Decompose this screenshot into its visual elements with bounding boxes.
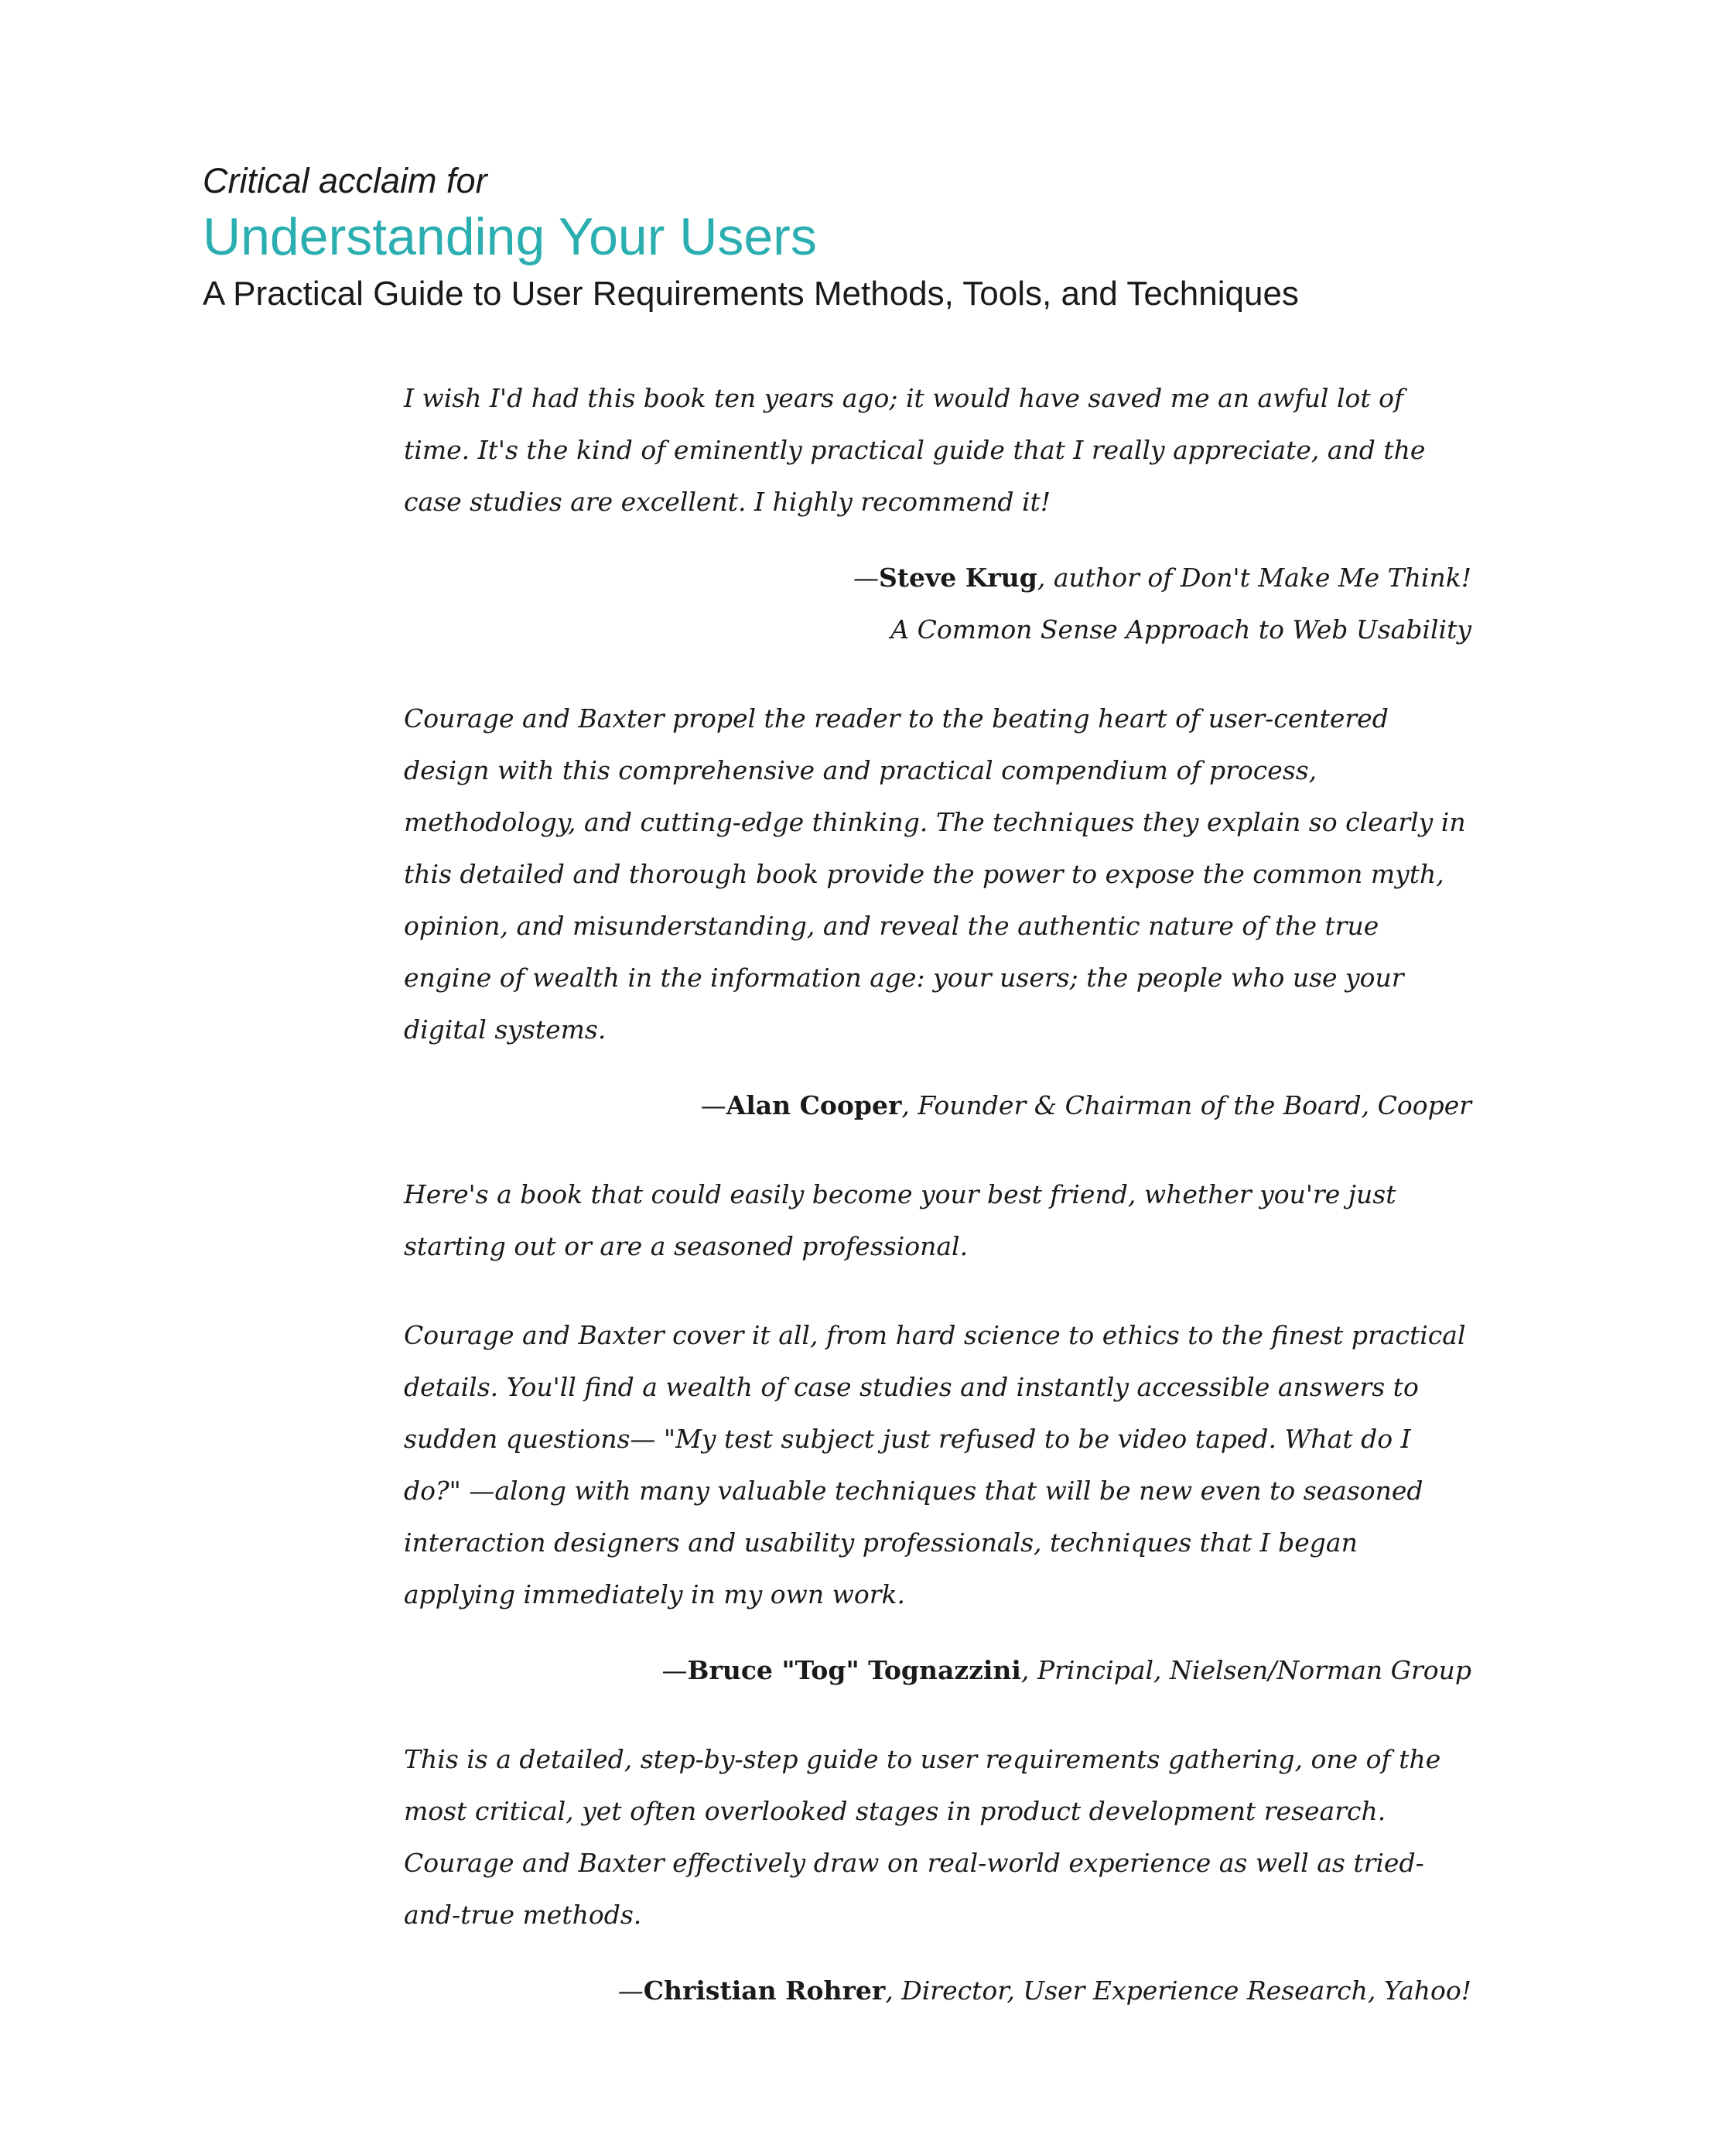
author-role: , Founder & Chairman of the Board, Cooper xyxy=(901,1090,1471,1120)
attribution-dash: — xyxy=(853,563,879,593)
pre-title: Critical acclaim for xyxy=(203,161,487,200)
author-name: Bruce "Tog" Tognazzini xyxy=(687,1655,1021,1685)
book-subtitle: A Practical Guide to User Requirements Methods, Tools, and Techniques xyxy=(203,275,1299,313)
author-role-line2: A Common Sense Approach to Web Usability xyxy=(890,614,1471,645)
author-role: , Principal, Nielsen/Norman Group xyxy=(1020,1655,1471,1685)
author-role: , author of Don't Make Me Think! xyxy=(1037,563,1471,593)
quote-attribution xyxy=(404,1965,1471,2016)
quote-text: I wish I'd had this book ten years ago; it would have saved me an awful lot of time. It's the kind of eminently practical guide that I really appreciate, and the case studies are excellent. I highly recommend it! xyxy=(404,383,1426,517)
testimonials xyxy=(404,372,1471,2016)
attribution-dash: — xyxy=(700,1090,726,1120)
quote-text: This is a detailed, step-by-step guide to user requirements gathering, one of the most critical, yet often overlooked stages in product development research. Courage and Baxter effectively draw on real-world experience as well as tried-and-true methods. xyxy=(404,1744,1441,1930)
author-role: , Director, User Experience Research, Yahoo! xyxy=(885,1975,1471,2006)
quote-attribution xyxy=(404,1644,1471,1696)
quote-attribution xyxy=(404,1079,1471,1131)
author-name: Alan Cooper xyxy=(726,1090,902,1120)
page-header xyxy=(203,159,1595,317)
book-title: Understanding Your Users xyxy=(203,207,817,266)
author-name: Christian Rohrer xyxy=(643,1975,886,2006)
quote-text: Courage and Baxter propel the reader to the beating heart of user-centered design with this comprehensive and practical compendium of process, methodology, and cutting-edge thinking. The techniques they explain so clearly in this detailed and thorough book provide the power to expose the common myth, opinion, and misunderstanding, and reveal the authentic nature of the true engine of wealth in the information age: your users; the people who use your digital systems. xyxy=(404,703,1466,1045)
attribution-dash: — xyxy=(661,1655,688,1685)
quote-text: Courage and Baxter cover it all, from hard science to ethics to the finest practical details. You'll find a wealth of case studies and instantly accessible answers to sudden questions— "My test subject just refused to be video taped. What do I do?" —along with many valuable techniques that will be new even to seasoned interaction designers and usability professionals, techniques that I began applying immediately in my own work. xyxy=(404,1320,1466,1609)
author-name: Steve Krug xyxy=(878,563,1037,593)
attribution-dash: — xyxy=(617,1975,644,2006)
quote-attribution xyxy=(404,552,1471,604)
quote-text: Here's a book that could easily become your best friend, whether you're just starting out or are a seasoned professional. xyxy=(404,1179,1396,1261)
